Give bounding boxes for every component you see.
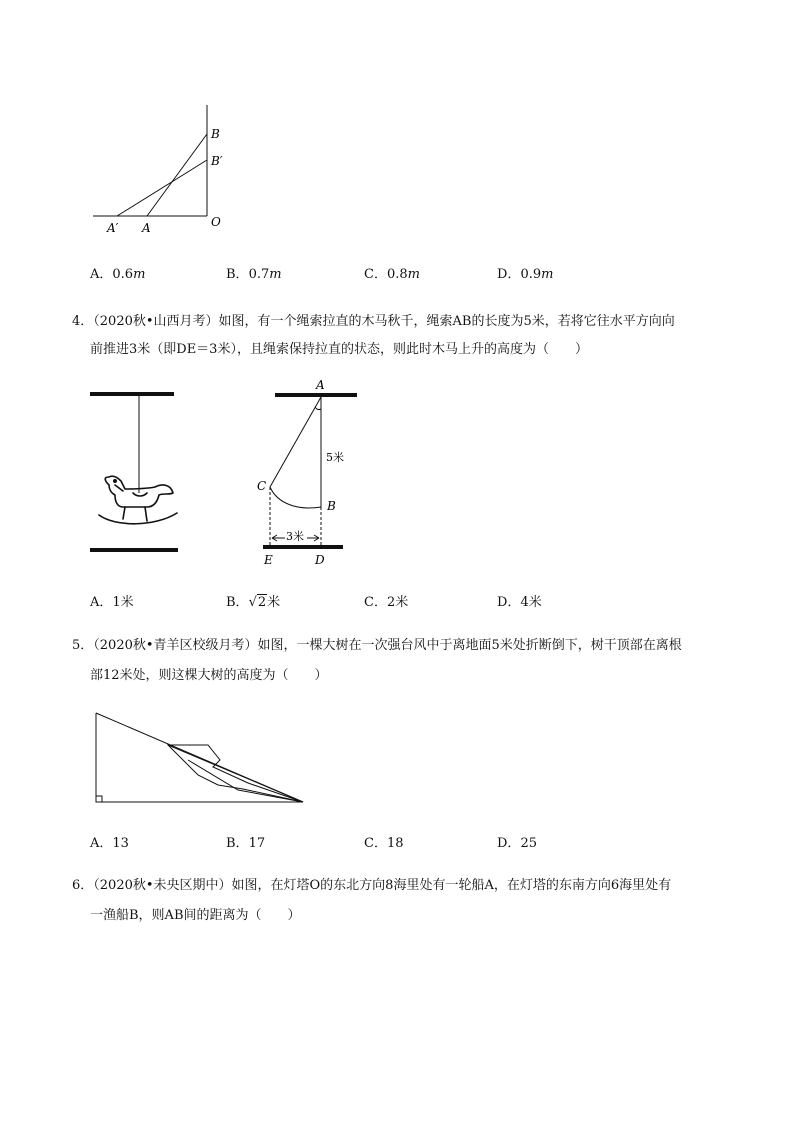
q4-option-b: B．√2米 xyxy=(226,595,281,610)
label-A-prime: A′ xyxy=(107,221,119,235)
q4-text-line2: 前推进3米（即DE＝3米），且绳索保持拉直的状态，则此时木马上升的高度为（ ） xyxy=(90,342,588,357)
ladder-ApBp xyxy=(117,160,207,216)
q4-option-c: C．2米 xyxy=(364,595,409,610)
q4-option-d: D．4米 xyxy=(497,595,542,610)
label-E: E xyxy=(264,553,273,567)
q5-option-b: B．17 xyxy=(226,836,266,851)
q6-text-line1: 6．（2020秋•未央区期中）如图，在灯塔O的东北方向8海里处有一轮船A，在灯塔的东南方向6海里处有 xyxy=(72,878,672,893)
label-B: B xyxy=(211,127,220,141)
angle-mark xyxy=(315,407,321,410)
q3-option-d: D．0.9m xyxy=(497,267,554,282)
ladder-AB xyxy=(147,134,207,216)
label-A: A xyxy=(142,221,151,235)
label-B-prime: B′ xyxy=(211,154,223,168)
q3-option-b: B．0.7m xyxy=(226,267,282,282)
q5-text-line2: 部12米处，则这棵大树的高度为（ ） xyxy=(90,668,328,683)
q4-option-a: A．1米 xyxy=(90,595,134,610)
q5-option-a: A．13 xyxy=(90,836,129,851)
label-B: B xyxy=(327,499,336,513)
q6-text-line2: 一渔船B，则AB间的距离为（ ） xyxy=(90,908,301,923)
top-beam xyxy=(275,393,357,397)
q4-geometry-figure xyxy=(255,375,365,570)
label-width: 3米 xyxy=(286,530,304,543)
q3-ladder-figure xyxy=(85,100,235,240)
label-C: C xyxy=(257,479,267,493)
rope-AC xyxy=(270,397,321,487)
q5-option-d: D．25 xyxy=(497,836,537,851)
label-O: O xyxy=(211,215,221,229)
q4-rocking-horse-figure xyxy=(85,385,185,560)
arc-CB xyxy=(270,487,321,508)
ground-beam xyxy=(263,545,343,549)
sqrt-symbol: √2 xyxy=(248,595,267,610)
rocking-horse-icon xyxy=(99,476,177,524)
q5-tree-figure xyxy=(88,705,313,810)
ground-beam xyxy=(90,548,178,552)
q3-option-c: C．0.8m xyxy=(364,267,420,282)
q4-text-line1: 4．（2020秋•山西月考）如图，有一个绳索拉直的木马秋千，绳索AB的长度为5米，若将它往水平方向向 xyxy=(72,314,675,329)
q3-option-a: A．0.6m xyxy=(90,267,146,282)
q5-text-line1: 5．（2020秋•青羊区校级月考）如图，一棵大树在一次强台风中于离地面5米处折断倒下，树干顶部在离根 xyxy=(72,638,682,653)
q5-option-c: C．18 xyxy=(364,836,404,851)
label-A: A xyxy=(316,378,325,392)
label-D: D xyxy=(315,553,325,567)
label-length: 5米 xyxy=(326,451,344,464)
top-beam xyxy=(90,392,174,396)
right-angle-mark xyxy=(96,796,102,802)
